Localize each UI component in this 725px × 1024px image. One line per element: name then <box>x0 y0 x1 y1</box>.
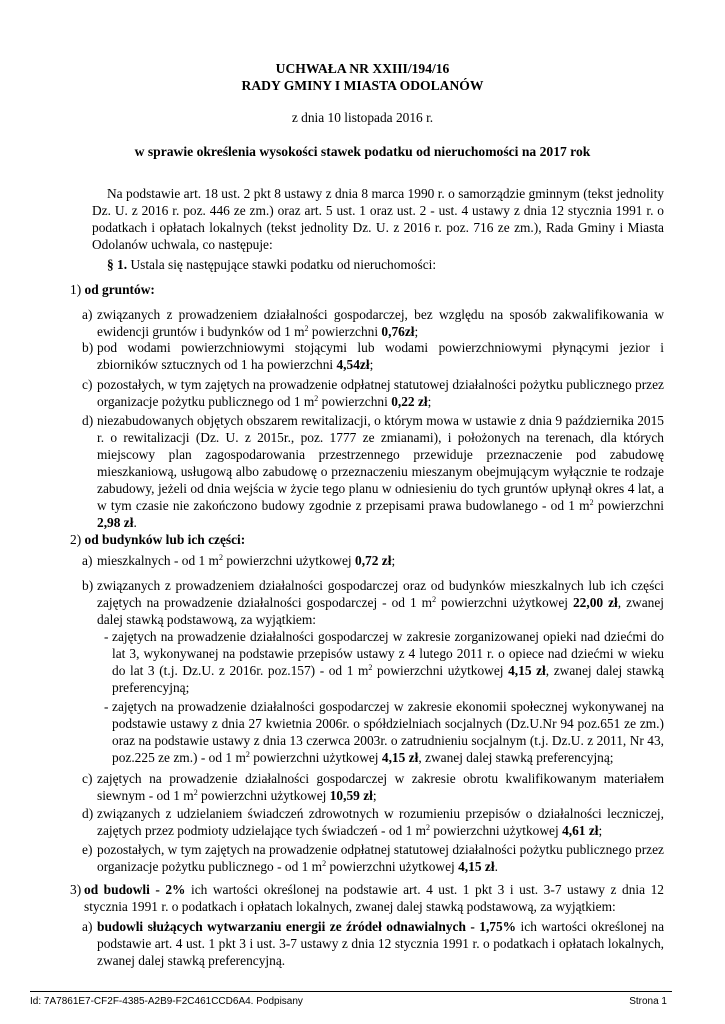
page-number: Strona 1 <box>629 996 667 1007</box>
footer-divider <box>30 991 672 992</box>
resolution-date: z dnia 10 listopada 2016 r. <box>291 110 434 125</box>
title-line-2: RADY GMINY I MIASTA ODOLANÓW <box>241 78 484 93</box>
item-2b-dash-2: - <box>104 699 109 714</box>
title-line-1: UCHWAŁA NR XXIII/194/16 <box>275 61 450 76</box>
item-2b-mark: b) <box>82 578 94 593</box>
item-1a-mark: a) <box>82 307 93 322</box>
item-1b-mark: b) <box>82 340 94 355</box>
point-1-title: od gruntów: <box>84 282 155 297</box>
section-1 <box>92 256 664 273</box>
item-2b: związanych z prowadzeniem działalności gospodarczej oraz od budynków mieszkalnych lub ich części zajętych na prowadzenie działalności gospodarczej - od 1 $m^2$ powierzchni użytkowej 22,00 zł, zwanej dalej stawką podstawową, za wyjątkiem: <box>97 578 664 627</box>
item-2e: pozostałych, w tym zajętych na prowadzenie odpłatnej statutowej działalności pożytku publicznego przez organizacje pożytku publicznego - od 1 $m^2$ powierzchni użytkowej 4,15 zł. <box>97 842 664 874</box>
point-1-number: 1) <box>70 282 82 297</box>
point-2-title: od budynków lub ich części: <box>84 532 246 547</box>
point-3-title: od budowli - 2% <box>84 882 186 897</box>
resolution-subject: w sprawie określenia wysokości stawek podatku od nieruchomości na 2017 rok <box>134 144 591 159</box>
item-2b-exception-1: zajętych na prowadzenie działalności gospodarczej w zakresie zorganizowanej opieki nad dziećmi do lat 3, wykonywanej na podstawie przepisów ustawy z 4 lutego 2011 r. o opiece nad dziećmi w wieku do lat 3 (t.j. Dz.U. z 2016r. poz.157) - od 1 $m^2$ powierzchni użytkowej 4,15 zł, zwanej dalej stawką preferencyjną; <box>112 629 664 695</box>
item-1c: pozostałych, w tym zajętych na prowadzenie odpłatnej statutowej działalności pożytku publicznego przez organizacje pożytku publicznego od 1 $m^2$ powierzchni 0,22 zł; <box>97 377 664 409</box>
point-1-heading <box>70 281 155 298</box>
item-2c-mark: c) <box>82 771 93 786</box>
item-1d: niezabudowanych objętych obszarem rewitalizacji, o którym mowa w ustawie z dnia 9 października 2015 r. o rewitalizacji (Dz. U. z 2015r., poz. 1777 ze zmianami), i położonych na terenach, dla których miejscowy plan zagospodarowania przestrzennego przewiduje przeznaczenie pod zabudowę mieszkaniową, usługową albo zabudowę o przeznaczeniu mieszanym obejmującym wyłącznie te rodzaje zabudowy, jeżeli od dnia wejścia w życie tego planu w odniesieniu do tych gruntów upłynął okres 4 lat, a w tym czasie nie zakończono budowy zgodnie z przepisami prawa budowlanego - od 1 $m^2$ powierzchni 2,98 zł. <box>97 413 665 530</box>
item-1c-mark: c) <box>82 377 93 392</box>
item-3a: budowli służących wytwarzaniu energii ze źródeł odnawialnych - 1,75% ich wartości określonej na podstawie art. 4 ust. 1 pkt 3 i ust. 3-7 ustawy z dnia 12 stycznia 1991 r. o podatkach i opłatach lokalnych, zwanej dalej stawką preferencyjną. <box>97 919 665 968</box>
item-2b-exception-2: zajętych na prowadzenie działalności gospodarczej w zakresie ekonomii społecznej wykonywanej na podstawie ustawy z dnia 27 kwietnia 2006r. o spółdzielniach socjalnych (Dz.U.Nr 94 poz.651 ze zm.) oraz na podstawie ustawy z dnia 13 czerwca 2003r. o zatrudnieniu socjalnym (t.j. Dz.U. z 2011, Nr 43, poz.225 ze zm.) - od 1 $m^2$ powierzchni użytkowej 4,15 zł, zwanej dalej stawką preferencyjną; <box>112 699 664 765</box>
item-1a: związanych z prowadzeniem działalności gospodarczej, bez względu na sposób zakwalifikowania w ewidencji gruntów i budynków od 1 $m^2$ powierzchni 0,76zł; <box>97 307 664 339</box>
item-2d-mark: d) <box>82 806 94 821</box>
item-2b-dash-1: - <box>104 629 109 644</box>
preamble: Na podstawie art. 18 ust. 2 pkt 8 ustawy z dnia 8 marca 1990 r. o samorządzie gminnym (tekst jednolity Dz. U. z 2016 r. poz. 446 ze zm.) oraz art. 5 ust. 1 oraz ust. 2 - ust. 4 ustawy z dnia 12 stycznia 1991 r. o podatkach i opłatach lokalnych (tekst jednolity Dz. U. z 2016 r. poz. 716 ze zm.), Rada Gminy i Miasta Odolanów uchwala, co następuje: <box>92 186 664 252</box>
resolution-title <box>0 60 725 94</box>
item-2e-mark: e) <box>82 842 93 857</box>
document-id: Id: 7A7861E7-CF2F-4385-A2B9-F2C461CCD6A4. Podpisany <box>30 996 303 1007</box>
item-2a: mieszkalnych - od 1 $m^2$ powierzchni użytkowej 0,72 zł; <box>97 553 396 568</box>
item-1d-mark: d) <box>82 413 94 428</box>
item-3a-mark: a) <box>82 919 93 934</box>
point-3-number: 3) <box>70 882 82 897</box>
point-2-heading <box>70 531 245 548</box>
point-2-number: 2) <box>70 532 82 547</box>
point-3: od budowli - 2% ich wartości określonej na podstawie art. 4 ust. 1 pkt 3 i ust. 3-7 ustawy z dnia 12 stycznia 1991 r. o podatkach i opłatach lokalnych, zwanej dalej stawką podstawową, za wyjątkiem: <box>84 882 664 914</box>
section-1-text: Ustala się następujące stawki podatku od nieruchomości: <box>127 257 437 272</box>
item-2a-mark: a) <box>82 553 93 568</box>
item-2d: związanych z udzielaniem świadczeń zdrowotnych w rozumieniu przepisów o działalności leczniczej, zajętych przez podmioty udzielające tych świadczeń - od 1 $m^2$ powierzchni użytkowej 4,61 zł; <box>97 806 664 838</box>
item-2c: zajętych na prowadzenie działalności gospodarczej w zakresie obrotu kwalifikowanym materiałem siewnym - od 1 $m^2$ powierzchni użytkowej 10,59 zł; <box>97 771 664 803</box>
item-1b: pod wodami powierzchniowymi stojącymi lub wodami powierzchniowymi płynącymi jezior i zbiorników sztucznych od 1 ha powierzchni 4,54zł; <box>97 340 664 372</box>
section-mark: § 1. <box>107 257 128 272</box>
